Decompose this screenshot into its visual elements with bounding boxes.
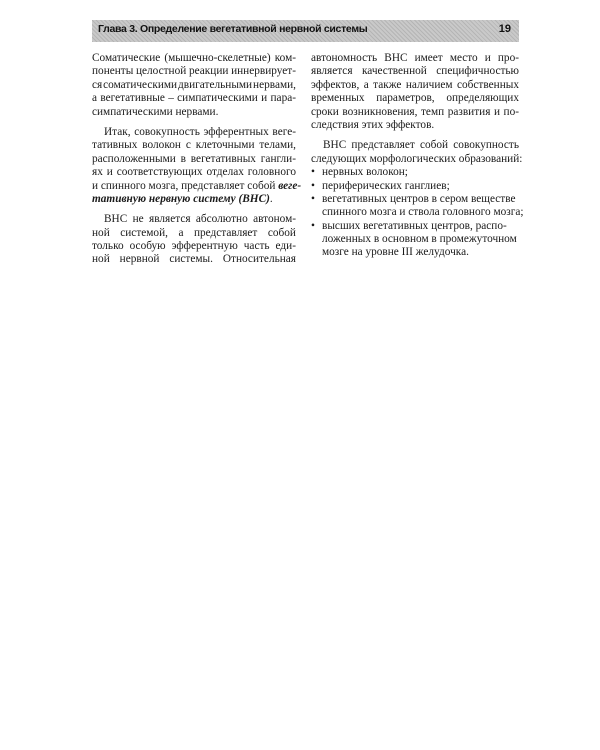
page-number: 19 [498, 23, 511, 35]
text-line [311, 180, 519, 193]
paragraph-definition [92, 125, 302, 206]
text-line: а вегетативные – симпатическими и пара- [92, 92, 296, 105]
text-line: ВНС представляет собой совокупность [323, 139, 519, 152]
text-line: тативных волокон с клеточными телами, [92, 139, 296, 152]
bullet-icon: • [311, 219, 315, 232]
running-header [92, 20, 519, 42]
text-line: следствия этих эффектов. [311, 118, 435, 131]
paragraph-autonomy-continued [311, 52, 519, 132]
bullet-icon: • [311, 166, 315, 179]
text-line [92, 179, 302, 193]
list-item [311, 220, 519, 260]
chapter-title: Глава 3. Определение вегетативной нервной системы [98, 23, 368, 35]
text-line: расположенными в вегетативных гангли- [92, 152, 296, 165]
bullet-icon: • [311, 179, 315, 192]
text-line: ложенных в основном в промежуточном [322, 233, 517, 246]
text-line: только особую эфферентную часть еди- [92, 240, 296, 253]
text-line [92, 193, 296, 206]
text-line: ся соматическими двигательными нервами, [92, 78, 296, 91]
text-line: Соматические (мышечно-скелетные) ком- [92, 52, 296, 64]
text-line: поненты целостной реакции иннервирует- [92, 65, 296, 78]
text-line: эффектов, а также наличием собственных [311, 78, 519, 91]
bullet-icon: • [311, 192, 315, 205]
list-item [311, 166, 519, 179]
text-line: следующих морфологических образований: [311, 152, 523, 165]
text-fragment: периферических ганглиев; [322, 179, 450, 192]
text-fragment: нервных волокон; [322, 166, 408, 179]
text-line [311, 166, 519, 179]
text-fragment: вегетативных центров в сером веществе [322, 192, 516, 205]
text-fragment: и спинного мозга, представляет собой [92, 179, 276, 192]
text-line: ной нервной системы. Относительная [92, 253, 296, 266]
left-column [92, 52, 302, 267]
text-line: симпатическими нервами. [92, 105, 219, 118]
text-fragment: высших вегетативных центров, распо- [322, 219, 507, 232]
text-line [311, 193, 519, 206]
text-line [311, 220, 519, 233]
text-line: сроки возникновения, темп развития и по- [311, 105, 519, 118]
text-line: Итак, совокупность эфферентных веге- [104, 125, 296, 138]
paragraph-somatic [92, 52, 296, 119]
bullet-list [311, 166, 524, 260]
text-line: ях и соответствующих отделах головного [92, 166, 296, 179]
term-emphasis: веге- [278, 179, 302, 192]
right-column [311, 52, 524, 260]
paragraph-autonomy [92, 213, 296, 267]
text-line: автономность ВНС имеет место и про- [311, 52, 519, 64]
term-emphasis: тативную нервную систему (ВНС) [92, 192, 270, 205]
text-line: ной системой, а представляет собой [92, 226, 296, 239]
paragraph-composition [311, 139, 523, 166]
text-line: спинного мозга и ствола головного мозга; [322, 206, 524, 219]
list-item [311, 180, 519, 193]
text-fragment: . [269, 192, 273, 205]
text-line: является качественной специфичностью [311, 65, 519, 78]
list-item [311, 192, 524, 220]
text-line: временных параметров, определяющих [311, 92, 519, 105]
text-line: ВНС не является абсолютно автоном- [104, 213, 296, 226]
text-line: мозге на уровне III желудочка. [322, 246, 469, 259]
